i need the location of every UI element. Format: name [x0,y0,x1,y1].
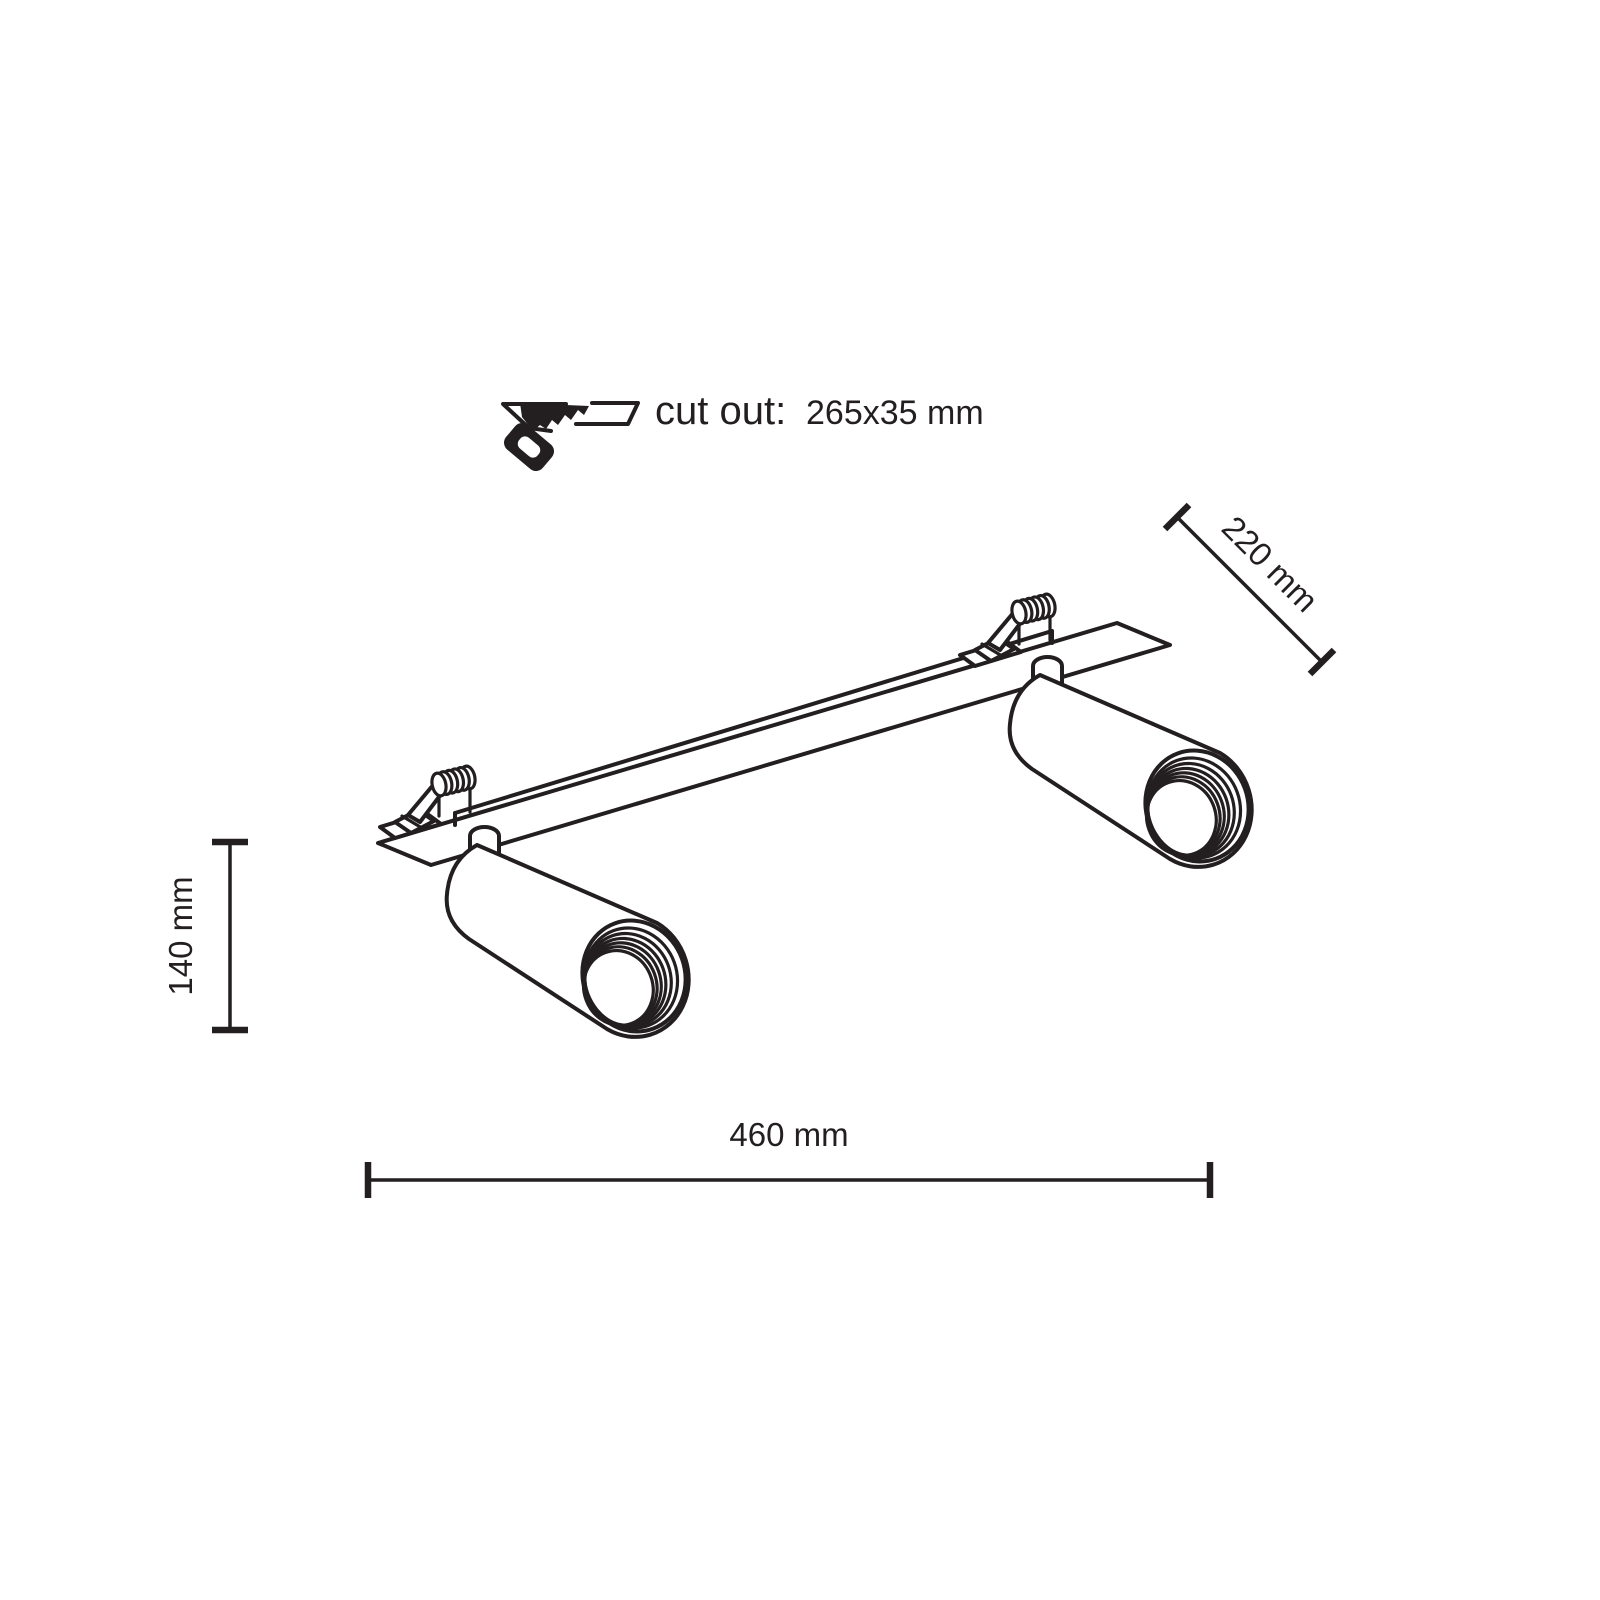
fixture-drawing [378,593,1264,1046]
saw-handle [500,419,557,474]
spot-head-left [447,827,701,1046]
dimension-label-140: 140 mm [162,876,199,996]
saw-blade [520,403,589,431]
saw-icon [500,403,638,475]
cutout-note [500,389,983,475]
dimension-label-220: 220 mm [1214,508,1326,620]
dimension-diagonal-220 [1165,505,1334,674]
spot-head-right [1010,657,1264,876]
cutout-label: cut out: [655,389,787,433]
cutout-value: 265x35 mm [806,394,984,432]
dimension-vertical-140 [162,842,248,1030]
dimension-horizontal-460 [368,1116,1210,1198]
dimension-label-460: 460 mm [729,1116,849,1153]
